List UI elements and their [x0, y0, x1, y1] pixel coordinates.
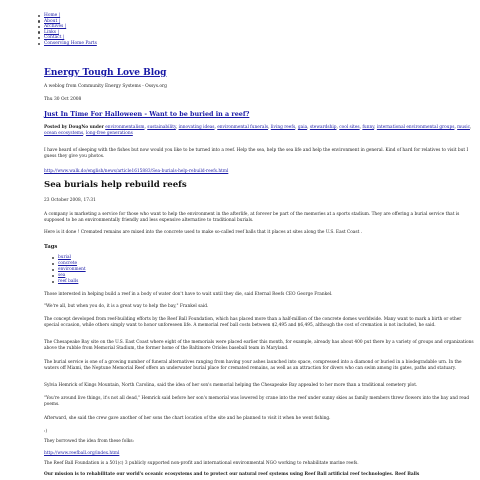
article-title: Sea burials help rebuild reefs	[44, 180, 187, 190]
nav-item-conserving[interactable]	[38, 41, 97, 47]
blog-tagline: A weblog from Community Energy Systems - Ossys.org	[44, 84, 167, 89]
article-paragraph: Sylvia Hemrick of Kings Mountain, North Carolina, said the idea of her son's memorial helping the Chesapeake Bay appealed to her more than a traditional cemetery plot.	[44, 383, 418, 388]
nav-link-links[interactable]: Links |	[44, 29, 59, 35]
nav-link-about[interactable]: About |	[44, 18, 61, 24]
tag-link[interactable]: sea	[58, 273, 66, 278]
article-paragraph: A company is marketing a service for those who want to help the environment in the afterlife, at forever be part of the memories at a sports stadium. They are offering a burial service that is supposed to be an environmentally friendly and less expensive alternative to traditional burials.	[44, 212, 460, 223]
tags-heading: Tags	[44, 244, 58, 250]
nav-link-contact[interactable]: Contact |	[44, 35, 65, 41]
tag-link[interactable]: environment	[58, 267, 86, 272]
posted-prefix: Posted by DougNo under	[44, 125, 104, 130]
article-paragraph: "We're all, but when you do, it is a great way to help the bay," Frankel said.	[44, 304, 209, 309]
tag-item[interactable]	[52, 279, 86, 285]
tag-link[interactable]: reef balls	[58, 279, 79, 284]
article-paragraph: Those interested in helping build a reef in a body of water don't have to wait until they die, said Eternal Reefs CEO George Frankel.	[44, 292, 333, 297]
nav-link-home[interactable]: Home |	[44, 13, 61, 18]
category-link[interactable]: sustainability	[147, 125, 176, 130]
mission-paragraph: Our mission is to rehabilitate our world's oceanic ecosystems and to protect our natural reef systems using Reef Ball artificial reef technologies. Reef Balls	[44, 472, 420, 477]
top-nav	[38, 13, 97, 47]
article-paragraph: The concept developed from reef-building efforts by the Reef Ball Foundation, which has placed more than a half-million of the concrete domes worldwide. Many want to mark a birth or other special occasion, while others simply want to honor unforeseen life. A memorial reef ball costs between $2,495 and $6,495, although the cost of cremation is not included, he said.	[44, 317, 462, 328]
category-link[interactable]: international environmental groups	[376, 125, 455, 130]
article-paragraph: The burial service is one of a growing number of funeral alternatives ranging from having your ashes launched into space, compressed into a diamond or buried in a biodegradable urn. In the waters off Miami, the Neptune Memorial Reef offers an underwater burial place for cremated remains, as well as an attraction for divers who can swim among its gates, paths and statuary.	[44, 360, 462, 371]
category-link[interactable]: stewardship	[309, 125, 337, 130]
article-paragraph: Afterward, she said the crew gave another of her sons the chart location of the site and he planned to visit it when he went fishing.	[44, 416, 331, 421]
tags-list	[52, 255, 86, 285]
category-link[interactable]: gaia	[297, 125, 308, 130]
reefball-link[interactable]: http://www.reefball.org/index.html	[44, 451, 120, 456]
article-paragraph: :)	[44, 429, 48, 434]
post-intro: I have heard of sleeping with the fishes but now would you like to be turned into a reef. Help the sea, help the sea life and help the environment in general. Kind of hard for relatives to visit but I guess they give you photos.	[44, 148, 469, 159]
category-link[interactable]: living reefs	[270, 125, 296, 130]
article-paragraph: They borrowed the idea from these folks:	[44, 439, 134, 444]
category-link[interactable]: innovating ideas	[178, 125, 215, 130]
nav-link-conserving[interactable]: Conserving Home Parts	[44, 40, 97, 46]
category-link[interactable]: environmentalism	[105, 125, 145, 130]
category-link[interactable]: ocean ecosystems	[44, 130, 84, 136]
article-paragraph: The Reef Ball Foundation is a 501(c) 3 publicly supported non-profit and international environmental NGO working to rehabilitate marine reefs.	[44, 461, 359, 466]
blog-title[interactable]: Energy Tough Love Blog	[44, 68, 167, 78]
article-paragraph: Here is it done ! Cremated remains are mixed into the concrete used to make so-called reef balls that it places at sites along the U.S. East Coast .	[44, 230, 363, 235]
category-link[interactable]: cool sites	[339, 125, 360, 130]
category-link[interactable]: long-free generations	[85, 130, 133, 136]
category-link[interactable]: music	[457, 125, 470, 130]
article-date: 23 October 2008, 17:31	[44, 198, 96, 203]
post-title-link[interactable]: Just In Time For Halloween - Want to be buried in a reef?	[44, 110, 250, 118]
post-date: Thu 30 Oct 2008	[44, 97, 82, 102]
category-link[interactable]: environmental funerals	[217, 125, 269, 130]
article-paragraph: "You're around live things, it's not all dead," Hemrick said before her son's memorial was lowered by crane into the reef under sunny skies as family members threw flowers into the bay and read poems.	[44, 396, 470, 407]
source-article-link[interactable]: http://www.walk.do/english/news/article1615883/Sea-burials-help-rebuild-reefs.html	[44, 169, 229, 174]
posted-by-line: Posted by DougNo under environmentalism, sustainability, innovating ideas, environmental funerals, living reefs, gaia, stewardship, cool sites, funny, international environmental groups, music, ocean ecosystems, long-free generations	[44, 125, 472, 136]
tag-link[interactable]: burial	[58, 255, 71, 260]
category-link[interactable]: funny	[362, 125, 375, 130]
article-paragraph: The Chesapeake Bay site on the U.S. East Coast where eight of the memorials were placed earlier this month, for example, already has about 400 put there by a variety of groups and organizations above the rubble from Memorial Stadium, the former home of the Baltimore Orioles baseball team in Maryland.	[44, 340, 474, 351]
nav-link-archives[interactable]: Archives |	[44, 24, 67, 30]
tag-link[interactable]: concrete	[58, 261, 78, 266]
